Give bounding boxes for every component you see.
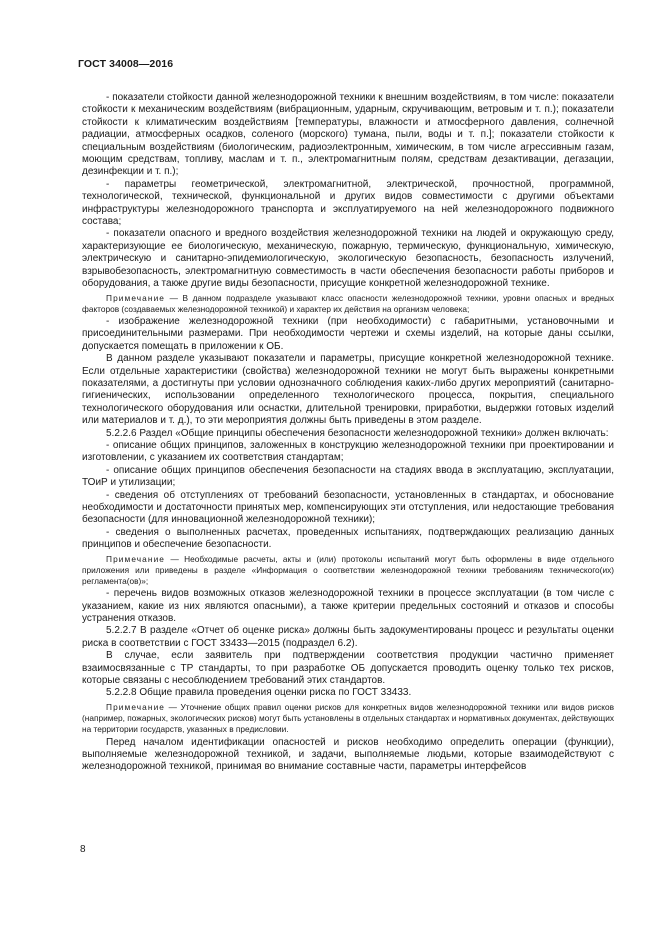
body-paragraph: - параметры геометрической, электромагнитной, электрической, прочностной, программной, технологической, технической, функциональной и других видов совместимости с другими объектами инфраструктуры железнодорожного транспорта и эксплуатируемого на ней железнодорожного подвижного состава;	[82, 178, 614, 228]
body-paragraph: - перечень видов возможных отказов железнодорожной техники в процессе эксплуатации (в том числе с указанием, какие из них являются опасными), а также критерии предельных состояний и отказов и способы устранения отказов.	[82, 588, 614, 625]
body-paragraph: - описание общих принципов, заложенных в конструкцию железнодорожной техники при проектировании и изготовлении, с указанием их соответствия стандартам;	[82, 439, 614, 464]
note-text: — Уточнение общих правил оценки рисков для конкретных видов железнодорожной техники или видов рисков (например, пожарных, экологических рисков) могут быть установлены в отдельных стандартах и нормативных документах, действующих на территории государств, указанных в предисловии.	[82, 701, 614, 735]
body-paragraph: - сведения об отступлениях от требований безопасности, установленных в стандартах, и обоснование необходимости и достаточности принятых мер, компенсирующих эти отступления, или недостающие требования безопасности (для инновационной железнодорожной техники);	[82, 489, 614, 526]
body-paragraph: - изображение железнодорожной техники (при необходимости) с габаритными, установочными и присоединительными размерами. При необходимости чертежи и схемы изделий, на которые даны ссылки, допускается помещать в приложении к ОБ.	[82, 315, 614, 352]
note-paragraph	[82, 293, 614, 315]
body-paragraph: 5.2.2.6 Раздел «Общие принципы обеспечения безопасности железнодорожной техники» должен включать:	[106, 427, 609, 439]
note-label: Примечание	[106, 553, 166, 564]
note-text: — В данном подразделе указывают класс опасности железнодорожной техники, уровни опасных и вредных факторов (создаваемых железнодорожной техникой) и характер их действия на организм человека;	[82, 292, 614, 314]
document-header: ГОСТ 34008—2016	[78, 58, 174, 70]
body-paragraph: 5.2.2.8 Общие правила проведения оценки риска по ГОСТ 33433.	[106, 687, 412, 699]
body-paragraph: - описание общих принципов обеспечения безопасности на стадиях ввода в эксплуатацию, эксплуатации, ТОиР и утилизации;	[82, 464, 614, 489]
page-number: 8	[80, 844, 86, 855]
body-paragraph: - сведения о выполненных расчетах, проведенных испытаниях, подтверждающих реализацию данных принципов и обеспечение безопасности.	[82, 526, 614, 551]
body-paragraph: В данном разделе указывают показатели и параметры, присущие конкретной железнодорожной технике. Если отдельные характеристики (свойства) железнодорожной техники не могут быть выражены конкретными показателями, а достигнуты при условии однозначного соблюдения каких-либо других мероприятий (санитарно-гигиенических, использовании определенного технологического процесса, покрытия, специального технологического оборудования или оснастки, длительной тренировки, приработки, выдержки готовых изделий или материалов и т. д.), то эти мероприятия должны быть приведены в этом разделе.	[82, 353, 614, 427]
note-label: Примечание	[106, 701, 166, 712]
body-paragraph: - показатели стойкости данной железнодорожной техники к внешним воздействиям, в том числе: показатели стойкости к механическим воздействиям (вибрационным, ударным, скручивающим, ветровым и т. п.); показатели стойкости к климатическим воздействиям [температуры, влажности и атмосферного давления, солнечной радиации, атмосферных осадков, соленого (морского) тумана, пыли, воды и т. п.]; показатели стойкости к специальным воздействиям (биологическим, радиоэлектронным, химическим, в том числе агрессивным газам, моющим средствам, топливу, маслам и т. п., электромагнитным полям, средствам дезактивации, дегазации, дезинфекции и т. п.);	[82, 92, 614, 178]
note-paragraph	[82, 554, 614, 588]
note-label: Примечание	[106, 292, 166, 303]
note-paragraph	[82, 702, 614, 736]
document-body	[82, 92, 614, 774]
body-paragraph: - показатели опасного и вредного воздействия железнодорожной техники на людей и окружающую среду, характеризующие ее биологическую, механическую, пожарную, термическую, функциональную, химическую, электрическую и санитарно-эпидемиологическую, экологическую безопасность, безопасность излучений, взрывобезопасность, электромагнитную совместимость в части обеспечения безопасности работы приборов и оборудования, а также другие виды безопасности, присущие конкретной железнодорожной технике.	[82, 228, 614, 290]
note-text: — Необходимые расчеты, акты и (или) протоколы испытаний могут быть оформлены в виде отдельного приложения или приведены в разделе «Информация о соответствии железнодорожной техники требованиям технического(их) регламента(ов)»;	[82, 553, 614, 587]
body-paragraph: В случае, если заявитель при подтверждении соответствия продукции частично применяет взаимосвязанные с ТР стандарты, то при разработке ОБ допускается проводить оценку только тех рисков, которые связаны с несоблюдением требований этих стандартов.	[82, 650, 614, 687]
body-paragraph: 5.2.2.7 В разделе «Отчет об оценке риска» должны быть задокументированы процесс и результаты оценки риска в соответствии с ГОСТ 33433—2015 (подраздел 6.2).	[82, 625, 614, 649]
body-paragraph: Перед началом идентификации опасностей и рисков необходимо определить операции (функции), выполняемые железнодорожной техникой, и задачи, выполняемые людьми, которые взаимодействуют с железнодорожной техникой, принимая во внимание составные части, параметры интерфейсов	[82, 736, 614, 773]
